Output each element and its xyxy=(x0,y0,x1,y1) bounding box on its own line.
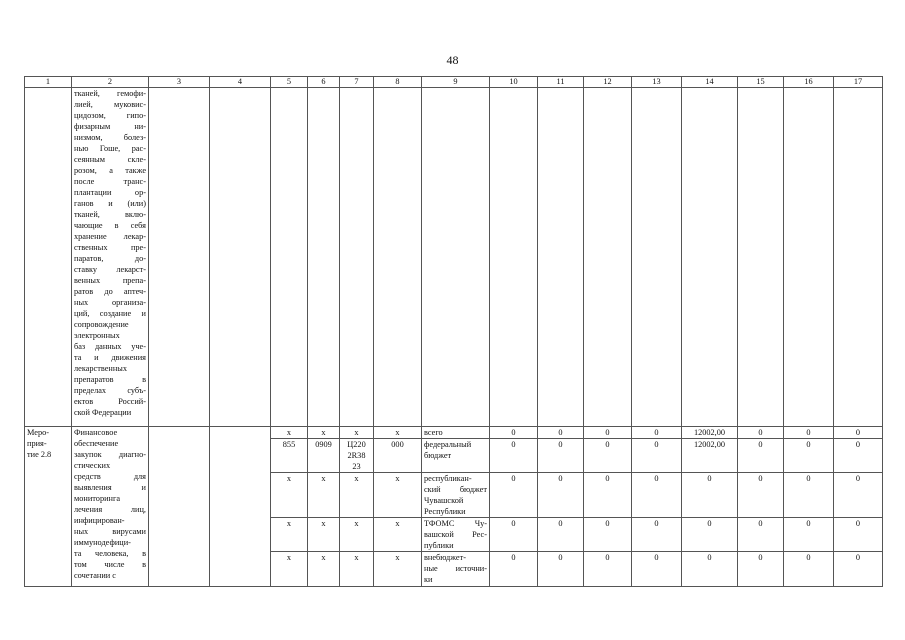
description-line: Финансовое xyxy=(74,428,118,437)
funding-source-cell-line: федеральный xyxy=(424,440,472,449)
value-cell: 0 xyxy=(738,439,784,473)
description-line: средств для xyxy=(74,472,146,481)
description-line: инфицирован- xyxy=(74,516,125,525)
target-article-cell-line: х xyxy=(354,553,359,562)
expense-type-cell xyxy=(374,427,422,439)
funding-source-cell-line: ки xyxy=(424,575,433,584)
description-line: тканей, вклю- xyxy=(74,210,146,219)
table-cell xyxy=(584,88,632,427)
section-code-cell-line: х xyxy=(321,519,326,528)
value-cell: 0 xyxy=(682,473,738,518)
value-cell: 0 xyxy=(584,473,632,518)
description-line: ций, создание и xyxy=(74,309,146,318)
description-line: плантации ор- xyxy=(74,188,146,197)
value-cell: 0 xyxy=(834,552,883,587)
column-number: 17 xyxy=(834,77,883,88)
funding-source-cell-line: всего xyxy=(424,428,443,437)
column-number: 14 xyxy=(682,77,738,88)
target-article-cell xyxy=(340,427,374,439)
value-cell: 0 xyxy=(632,518,682,552)
target-article-cell xyxy=(340,439,374,473)
value-cell: 0 xyxy=(584,552,632,587)
description-line: сеянным скле- xyxy=(74,155,146,164)
admin-code-cell-line: 855 xyxy=(282,440,296,449)
value-cell: 0 xyxy=(538,473,584,518)
value-cell: 0 xyxy=(738,552,784,587)
value-cell: 0 xyxy=(784,473,834,518)
funding-source-cell xyxy=(422,427,490,439)
target-article-cell-line: х xyxy=(354,519,359,528)
admin-code-cell xyxy=(271,473,308,518)
description-line: препаратов в xyxy=(74,375,146,384)
description-line: электронных xyxy=(74,331,120,340)
funding-source-cell xyxy=(422,473,490,518)
continued-description xyxy=(72,88,149,427)
description-line: венных препа- xyxy=(74,276,146,285)
column-number: 6 xyxy=(308,77,340,88)
table-cell xyxy=(308,88,340,427)
value-cell: 0 xyxy=(784,439,834,473)
description-line: физарным ни- xyxy=(74,122,146,131)
description-line: хранение лекар- xyxy=(74,232,146,241)
funding-source-cell-line: ТФОМС Чу- xyxy=(424,519,487,528)
value-cell: 0 xyxy=(490,518,538,552)
expense-type-cell xyxy=(374,473,422,518)
section-code-cell-line: х xyxy=(321,553,326,562)
description-line: ской Федерации xyxy=(74,408,132,417)
section-code-cell xyxy=(308,439,340,473)
table-cell xyxy=(538,88,584,427)
section-code-cell xyxy=(308,427,340,439)
expense-type-cell xyxy=(374,552,422,587)
column-number-row xyxy=(25,77,883,88)
funding-source-cell xyxy=(422,439,490,473)
value-cell: 0 xyxy=(632,473,682,518)
value-cell: 0 xyxy=(538,552,584,587)
admin-code-cell-line: х xyxy=(286,428,292,437)
description-line: ственных пре- xyxy=(74,243,146,252)
value-cell: 0 xyxy=(738,473,784,518)
page-number: 48 xyxy=(446,53,459,67)
funding-source-cell-line: бюджет xyxy=(424,451,452,460)
description-line: нью Гоше, рас- xyxy=(74,144,146,153)
description-line: розом, а также xyxy=(74,166,146,175)
target-article-cell-line: Ц220 xyxy=(347,440,366,449)
funding-source-cell xyxy=(422,552,490,587)
column-number: 10 xyxy=(490,77,538,88)
funding-source-cell-line: ные источни- xyxy=(424,564,487,573)
description-line: стических xyxy=(74,461,111,470)
value-cell: 0 xyxy=(632,552,682,587)
funding-source-cell-line: Республики xyxy=(424,507,466,516)
column-number: 16 xyxy=(784,77,834,88)
description-line: ных организа- xyxy=(74,298,146,307)
description-line: тканей, гемофи- xyxy=(74,89,146,98)
description-line: паратов, до- xyxy=(74,254,146,263)
description-line: чающие в себя xyxy=(74,221,146,230)
table-cell xyxy=(271,88,308,427)
value-cell: 0 xyxy=(538,427,584,439)
table-cell xyxy=(340,88,374,427)
funding-source-cell-line: республикан- xyxy=(424,474,472,483)
value-cell: 0 xyxy=(738,427,784,439)
admin-code-cell xyxy=(271,518,308,552)
description-line: иммунодефици- xyxy=(74,538,131,547)
funding-source-cell xyxy=(422,518,490,552)
funding-source-cell-line: вашской Рес- xyxy=(424,530,487,539)
value-cell: 0 xyxy=(784,427,834,439)
value-cell: 0 xyxy=(584,439,632,473)
target-article-cell-line: 2R38 xyxy=(347,451,366,460)
description-line: мониторинга xyxy=(74,494,121,503)
value-cell: 0 xyxy=(490,439,538,473)
value-cell: 0 xyxy=(490,473,538,518)
table-cell xyxy=(210,88,271,427)
description-line: лией, муковис- xyxy=(74,100,146,109)
measure-label-line: прия- xyxy=(27,439,47,448)
expense-type-cell-line: х xyxy=(395,428,400,437)
section-code-cell xyxy=(308,518,340,552)
value-cell: 0 xyxy=(834,427,883,439)
table-cell xyxy=(149,88,210,427)
table-cell xyxy=(834,88,883,427)
column-number: 2 xyxy=(72,77,149,88)
description-line: пределах субъ- xyxy=(74,386,146,395)
value-cell: 0 xyxy=(784,552,834,587)
description-line: закупок диагно- xyxy=(74,450,146,459)
table-cell xyxy=(632,88,682,427)
funding-source-cell-line: Чувашской xyxy=(424,496,464,505)
target-article-cell-line: 23 xyxy=(352,462,361,471)
value-cell: 0 xyxy=(490,552,538,587)
description-line: ектов Россий- xyxy=(74,397,146,406)
description-line: ратов до аптеч- xyxy=(74,287,146,296)
expense-type-cell xyxy=(374,518,422,552)
table-cell xyxy=(374,88,422,427)
description-line: сопровождение xyxy=(74,320,129,329)
value-cell: 0 xyxy=(538,518,584,552)
value-cell: 0 xyxy=(738,518,784,552)
section-code-cell xyxy=(308,552,340,587)
section-code-cell-line: 0909 xyxy=(315,440,332,449)
description-line: низмом, болез- xyxy=(74,133,146,142)
measure-row xyxy=(25,427,883,439)
value-cell: 12002,00 xyxy=(682,439,738,473)
expense-type-cell xyxy=(374,439,422,473)
value-cell: 12002,00 xyxy=(682,427,738,439)
continuation-row xyxy=(25,88,883,427)
target-article-cell xyxy=(340,552,374,587)
target-article-cell xyxy=(340,473,374,518)
table-cell xyxy=(490,88,538,427)
description-line: ных вирусами xyxy=(74,527,146,536)
admin-code-cell-line: х xyxy=(286,553,292,562)
measure-description xyxy=(72,427,149,587)
column-number: 5 xyxy=(271,77,308,88)
section-code-cell xyxy=(308,473,340,518)
budget-table xyxy=(24,76,883,587)
expense-type-cell-line: х xyxy=(395,553,400,562)
funding-source-cell-line: внебюджет- xyxy=(424,553,466,562)
column-number: 15 xyxy=(738,77,784,88)
table-cell xyxy=(422,88,490,427)
table-cell xyxy=(738,88,784,427)
description-line: лечения лиц, xyxy=(74,505,146,514)
admin-code-cell xyxy=(271,552,308,587)
description-line: та и движения xyxy=(74,353,146,362)
measure-label-line: Меро- xyxy=(27,428,50,437)
admin-code-cell-line: х xyxy=(286,474,292,483)
value-cell: 0 xyxy=(490,427,538,439)
value-cell: 0 xyxy=(584,518,632,552)
value-cell: 0 xyxy=(784,518,834,552)
funding-source-cell-line: публики xyxy=(424,541,454,550)
expense-type-cell-line: х xyxy=(395,519,400,528)
table-cell xyxy=(149,427,210,587)
column-number: 9 xyxy=(422,77,490,88)
table-cell xyxy=(682,88,738,427)
column-number: 1 xyxy=(25,77,72,88)
value-cell: 0 xyxy=(632,439,682,473)
description-line: ганов и (или) xyxy=(74,199,146,208)
value-cell: 0 xyxy=(834,439,883,473)
value-cell: 0 xyxy=(834,473,883,518)
description-line: после транс- xyxy=(74,177,146,186)
value-cell: 0 xyxy=(632,427,682,439)
description-line: выявления и xyxy=(74,483,146,492)
description-line: баз данных уче- xyxy=(74,342,146,351)
value-cell: 0 xyxy=(682,552,738,587)
value-cell: 0 xyxy=(682,518,738,552)
column-number: 12 xyxy=(584,77,632,88)
target-article-cell-line: х xyxy=(354,428,359,437)
column-number: 3 xyxy=(149,77,210,88)
section-code-cell-line: х xyxy=(321,474,326,483)
admin-code-cell xyxy=(271,439,308,473)
table-cell xyxy=(784,88,834,427)
value-cell: 0 xyxy=(538,439,584,473)
target-article-cell-line: х xyxy=(354,474,359,483)
description-line: лекарственных xyxy=(74,364,128,373)
measure-label-line: тие 2.8 xyxy=(27,450,52,459)
column-number: 13 xyxy=(632,77,682,88)
target-article-cell xyxy=(340,518,374,552)
funding-source-cell-line: ский бюджет xyxy=(424,485,487,494)
description-line: обеспечение xyxy=(74,439,119,448)
value-cell: 0 xyxy=(584,427,632,439)
description-line: ставку лекарст- xyxy=(74,265,146,274)
admin-code-cell-line: х xyxy=(286,519,292,528)
table-cell xyxy=(210,427,271,587)
expense-type-cell-line: х xyxy=(395,474,400,483)
description-line: цидозом, гипо- xyxy=(74,111,146,120)
admin-code-cell xyxy=(271,427,308,439)
column-number: 7 xyxy=(340,77,374,88)
description-line: том числе в xyxy=(74,560,146,569)
expense-type-cell-line: 000 xyxy=(391,440,404,449)
column-number: 8 xyxy=(374,77,422,88)
value-cell: 0 xyxy=(834,518,883,552)
column-number: 11 xyxy=(538,77,584,88)
section-code-cell-line: х xyxy=(321,428,326,437)
table-cell xyxy=(25,88,72,427)
description-line: та человека, в xyxy=(74,549,146,558)
column-number: 4 xyxy=(210,77,271,88)
description-line: сочетании с xyxy=(74,571,116,580)
measure-label xyxy=(25,427,72,587)
